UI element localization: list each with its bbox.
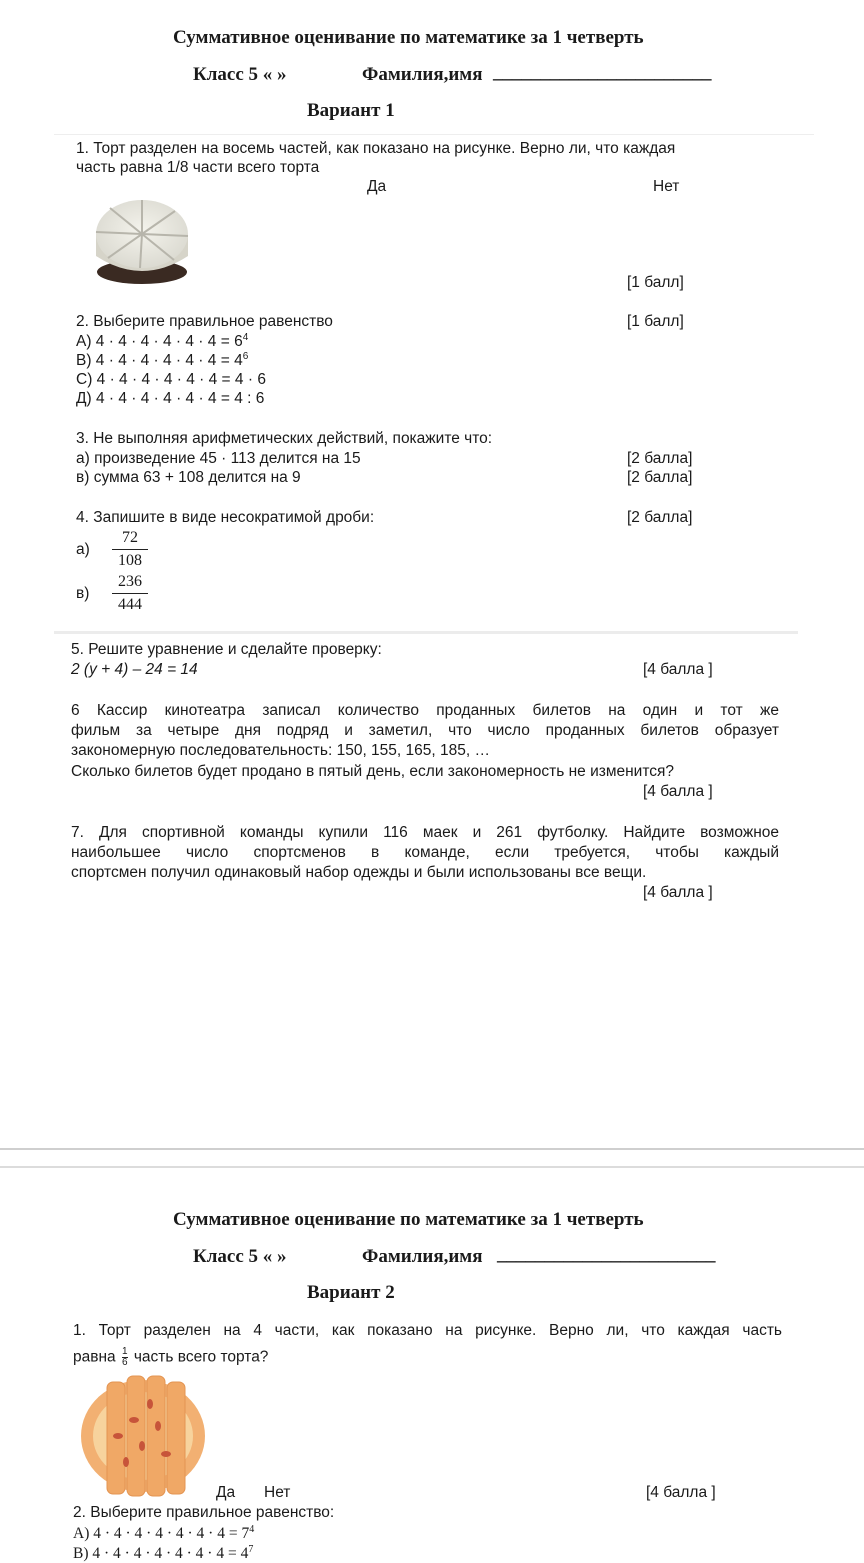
fraction-numerator: 72 <box>122 529 138 546</box>
v1-q1-yes: Да <box>367 178 387 195</box>
fraction-denominator: 108 <box>118 552 142 569</box>
v1-class-label: Класс 5 « » <box>193 64 287 85</box>
divider <box>54 134 814 135</box>
v1-q3-b: в) сумма 63 + 108 делится на 9 <box>76 469 301 486</box>
cake-eight-slices-image <box>90 192 194 288</box>
v1-q2-points: [1 балл] <box>627 313 684 330</box>
v1-q2-title: 2. Выберите правильное равенство <box>76 313 333 330</box>
v1-q7-points: [4 балла ] <box>643 884 713 901</box>
v1-q1-line2: часть равна 1/8 части всего торта <box>76 159 320 176</box>
v1-q6-line3: закономерную последовательность: 150, 155, 165, 185, … <box>71 742 490 759</box>
v1-q6-points: [4 балла ] <box>643 783 713 800</box>
v1-q2-option-d: Д) 4 · 4 · 4 · 4 · 4 · 4 = 4 : 6 <box>76 390 265 407</box>
v2-q2-option-a: А) $4 \cdot 4 \cdot 4 \cdot 4 \cdot 4 \cdot 4 \cdot 4 = 7^4$ <box>73 1524 255 1543</box>
v2-q1-yes: Да <box>216 1484 236 1501</box>
v1-q5-points: [4 балла ] <box>643 661 713 678</box>
v1-variant: Вариант 1 <box>307 100 395 121</box>
page-separator <box>0 1148 864 1150</box>
v2-q1-fraction: $\frac{1}{6}$ <box>121 1346 128 1368</box>
v1-q1-points: [1 балл] <box>627 274 684 291</box>
v1-q7-line2: наибольшее число спортсменов в команде, если требуется, чтобы каждый <box>71 844 779 861</box>
v2-q2-title: 2. Выберите правильное равенство: <box>73 1504 335 1521</box>
v1-q4-b-fraction <box>112 573 148 614</box>
v2-q1-line1: 1. Торт разделен на 4 части, как показано на рисунке. Верно ли, что каждая часть <box>73 1322 782 1339</box>
v1-q2-option-c: С) 4 · 4 · 4 · 4 · 4 · 4 = 4 · 6 <box>76 371 266 388</box>
v1-q7-line3: спортсмен получил одинаковый набор одежды и были использованы все вещи. <box>71 864 647 881</box>
v1-q6-line2: фильм за четыре дня подряд и заметил, что число проданных билетов образует <box>71 722 779 739</box>
v1-q2-option-b: В) $4 \cdot 4 \cdot 4 \cdot 4 \cdot 4 \cdot 4 = 4^6$ <box>76 351 249 370</box>
divider <box>54 631 798 634</box>
v1-name-line: _______________________ <box>493 62 712 83</box>
v1-q4-a-fraction <box>112 529 148 570</box>
v1-q4-b-label: в) <box>76 585 90 602</box>
page-separator <box>0 1166 864 1168</box>
v2-q1-line2: равна $\frac{1}{6}$ часть всего торта? <box>73 1346 269 1368</box>
v1-q6-line1: 6 Кассир кинотеатра записал количество проданных билетов на один и тот же <box>71 702 779 719</box>
v1-q5-title: 5. Решите уравнение и сделайте проверку: <box>71 641 382 658</box>
v2-q1-points: [4 балла ] <box>646 1484 716 1501</box>
v1-q4-points: [2 балла] <box>627 509 693 526</box>
v1-q1-no: Нет <box>653 178 680 195</box>
v1-q3-a-points: [2 балла] <box>627 450 693 467</box>
v1-name-label: Фамилия,имя <box>362 64 483 85</box>
v2-q2-option-b: В) $4 \cdot 4 \cdot 4 \cdot 4 \cdot 4 \cdot 4 \cdot 4 = 4^7$ <box>73 1544 254 1563</box>
v2-variant: Вариант 2 <box>307 1282 395 1303</box>
v1-q3-a: а) произведение 45 · 113 делится на 15 <box>76 450 361 467</box>
v1-q5-equation: 2 (y + 4) – 24 = 14 <box>71 661 198 678</box>
v1-q4-a-label: а) <box>76 541 90 558</box>
v2-q1-no: Нет <box>264 1484 291 1501</box>
v1-q2-option-a: А) $4 \cdot 4 \cdot 4 \cdot 4 \cdot 4 \cdot 4 = 6^4$ <box>76 332 249 351</box>
v1-q4-title: 4. Запишите в виде несократимой дроби: <box>76 509 375 526</box>
v1-q3-b-points: [2 балла] <box>627 469 693 486</box>
v2-title: Суммативное оценивание по математике за 1 четверть <box>173 1209 644 1230</box>
v2-class-label: Класс 5 « » <box>193 1246 287 1267</box>
v2-name-line: _______________________ <box>497 1244 716 1265</box>
fraction-numerator: 236 <box>118 573 142 590</box>
v1-title: Суммативное оценивание по математике за 1 четверть <box>173 27 644 48</box>
v2-name-label: Фамилия,имя <box>362 1246 483 1267</box>
fraction-denominator: 444 <box>118 596 142 613</box>
v1-q3-title: 3. Не выполняя арифметических действий, покажите что: <box>76 430 493 447</box>
v1-q6-line4: Сколько билетов будет продано в пятый день, если закономерность не изменится? <box>71 763 675 780</box>
v1-q7-line1: 7. Для спортивной команды купили 116 маек и 261 футболку. Найдите возможное <box>71 824 779 841</box>
pie-four-parts-image <box>76 1374 210 1498</box>
v1-q1-line1: 1. Торт разделен на восемь частей, как показано на рисунке. Верно ли, что каждая <box>76 140 676 157</box>
